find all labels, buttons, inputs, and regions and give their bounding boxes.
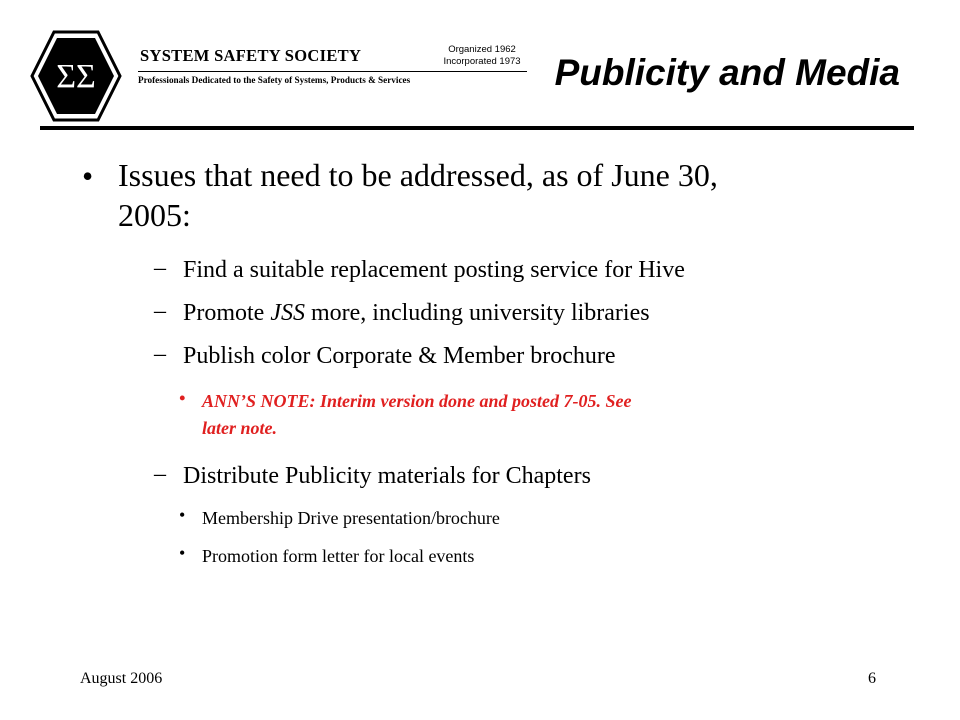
main-bullet-line-1: Issues that need to be addressed, as of June 30, [118, 157, 718, 193]
jss-text-before: Promote [183, 300, 271, 326]
incorporated-year: Incorporated 1973 [443, 56, 521, 67]
anns-note-line-2: later note. [202, 418, 277, 438]
main-bullet-text [118, 155, 898, 235]
main-bullet-line-2: 2005: [118, 197, 191, 233]
logo-sigma-text: ΣΣ [56, 58, 96, 95]
anns-note-line-1: ANN’S NOTE: Interim version done and posted 7-05. See [202, 391, 632, 411]
org-tagline: Professionals Dedicated to the Safety of Systems, Products & Services [138, 75, 411, 85]
jss-text-after: more, including university libraries [304, 300, 650, 326]
sub-sub-bullet-marker: • [179, 543, 186, 563]
anns-note [202, 388, 882, 442]
jss-italic: JSS [270, 300, 305, 326]
sub-item-chapters: Distribute Publicity materials for Chapters [183, 463, 591, 489]
sub-item-dash: – [154, 255, 166, 281]
main-bullet-marker: • [82, 158, 94, 194]
org-name: SYSTEM SAFETY SOCIETY [140, 46, 362, 65]
note-bullet-marker: • [179, 388, 186, 408]
sub-sub-item-membership: Membership Drive presentation/brochure [202, 508, 500, 528]
page-number: 6 [868, 670, 876, 687]
organized-year: Organized 1962 [448, 44, 516, 55]
sub-item-hive: Find a suitable replacement posting service for Hive [183, 257, 685, 283]
footer-date: August 2006 [80, 670, 163, 687]
sub-sub-bullet-marker: • [179, 505, 186, 525]
sub-item-dash: – [154, 298, 166, 324]
sub-item-brochure: Publish color Corporate & Member brochure [183, 343, 616, 369]
sub-item-jss [183, 298, 903, 328]
sub-item-dash: – [154, 461, 166, 487]
slide-title: Publicity and Media [554, 52, 900, 93]
sub-item-dash: – [154, 341, 166, 367]
sub-sub-item-promotion: Promotion form letter for local events [202, 546, 475, 566]
